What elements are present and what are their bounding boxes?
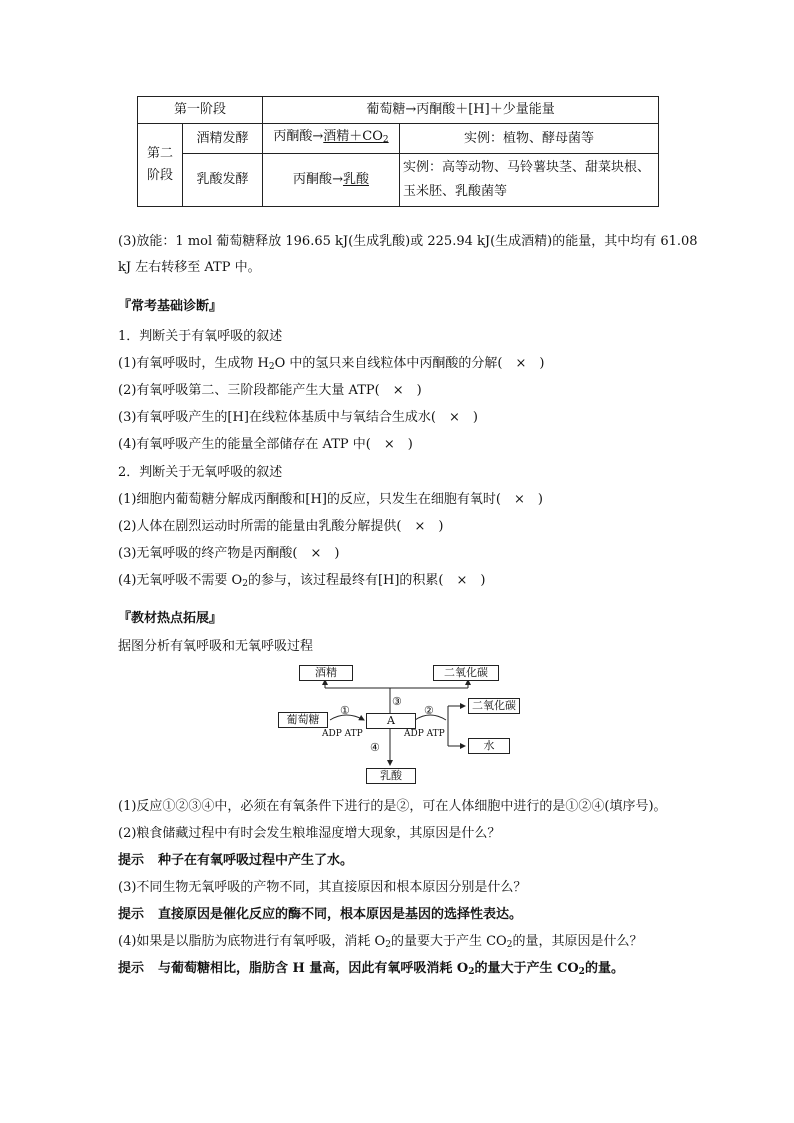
table-row [138, 154, 659, 207]
box-a: A [366, 713, 416, 729]
stage-one-label: 第一阶段 [138, 97, 263, 124]
respiration-stage-table [137, 96, 659, 207]
section-title-textbook-extension: 『教材热点拓展』 [118, 611, 223, 626]
q1-title: 1．判断关于有氧呼吸的叙述 [118, 329, 283, 344]
stage-two-label: 第二 阶段 [138, 124, 183, 207]
q2-item-3: (3)无氧呼吸的终产物是丙酮酸( × ) [118, 546, 340, 561]
lactic-fermentation-example: 实例：高等动物、马铃薯块茎、甜菜块根、玉米胚、乳酸菌等 [400, 154, 659, 207]
energy-line-1: (3)放能：1 mol 葡萄糖释放 196.65 kJ(生成乳酸)或 225.94 kJ(生成酒精)的能量，其中均有 61.08 [118, 234, 698, 249]
stage-one-equation: 葡萄糖→丙酮酸＋[H]＋少量能量 [263, 97, 659, 124]
table-row [138, 97, 659, 124]
box-co2-top: 二氧化碳 [433, 665, 499, 681]
q2-item-4: (4)无氧呼吸不需要 $O_2$的参与，该过程最终有[H]的积累( × ) [118, 573, 486, 589]
box-co2-right: 二氧化碳 [468, 698, 520, 714]
q1-item-3: (3)有氧呼吸产生的[H]在线粒体基质中与氧结合生成水( × ) [118, 410, 478, 425]
box-glucose: 葡萄糖 [278, 712, 328, 728]
question-4: (4)如果是以脂肪为底物进行有氧呼吸，消耗 $O_2$的量要大于产生 $CO_2$的量，其原因是什么？ [118, 934, 643, 950]
label-atp-2: ADP ATP [404, 729, 445, 739]
q1-item-4: (4)有氧呼吸产生的能量全部储存在 ATP 中( × ) [118, 437, 413, 452]
q2-title: 2．判断关于无氧呼吸的叙述 [118, 465, 283, 480]
label-reaction-3: ③ [392, 695, 402, 708]
lactic-fermentation-label: 乳酸发酵 [183, 154, 263, 207]
box-lactic: 乳酸 [366, 768, 416, 784]
lactic-fermentation-equation: 丙酮酸→乳酸 [263, 154, 400, 207]
q2-item-2: (2)人体在剧烈运动时所需的能量由乳酸分解提供( × ) [118, 519, 444, 534]
answer-3: 提示 直接原因是催化反应的酶不同，根本原因是基因的选择性表达。 [118, 907, 523, 922]
label-atp-1: ADP ATP [322, 729, 363, 739]
label-reaction-2: ② [424, 704, 434, 717]
label-reaction-1: ① [340, 704, 350, 717]
box-alcohol: 酒精 [299, 665, 353, 681]
question-2: (2)粮食储藏过程中有时会发生粮堆湿度增大现象，其原因是什么？ [118, 826, 501, 841]
box-water: 水 [468, 738, 510, 754]
diagram-intro: 据图分析有氧呼吸和无氧呼吸过程 [118, 639, 314, 654]
label-reaction-4: ④ [370, 741, 380, 754]
q2-item-1: (1)细胞内葡萄糖分解成丙酮酸和[H]的反应，只发生在细胞有氧时( × ) [118, 492, 543, 507]
alcohol-fermentation-equation: 丙酮酸→酒精$+CO_2$ [263, 124, 400, 154]
table-row [138, 124, 659, 154]
energy-line-2: kJ 左右转移至 ATP 中。 [118, 260, 261, 275]
answer-2: 提示 种子在有氧呼吸过程中产生了水。 [118, 853, 354, 868]
alcohol-fermentation-label: 酒精发酵 [183, 124, 263, 154]
q1-item-1: (1)有氧呼吸时，生成物 $H_2O$ 中的氢只来自线粒体中丙酮酸的分解( × ) [118, 356, 545, 372]
question-1: (1)反应①②③④中，必须在有氧条件下进行的是②，可在人体细胞中进行的是①②④(填序号)。 [118, 799, 667, 814]
respiration-diagram [278, 660, 518, 785]
q1-item-2: (2)有氧呼吸第二、三阶段都能产生大量 ATP( × ) [118, 383, 422, 398]
section-title-basic-diagnosis: 『常考基础诊断』 [118, 299, 223, 314]
answer-4: 提示 与葡萄糖相比，脂肪含 H 量高，因此有氧呼吸消耗 $O_2$的量大于产生 $CO_2$的量。 [118, 961, 624, 977]
question-3: (3)不同生物无氧呼吸的产物不同，其直接原因和根本原因分别是什么？ [118, 880, 527, 895]
alcohol-fermentation-example: 实例：植物、酵母菌等 [400, 124, 659, 154]
